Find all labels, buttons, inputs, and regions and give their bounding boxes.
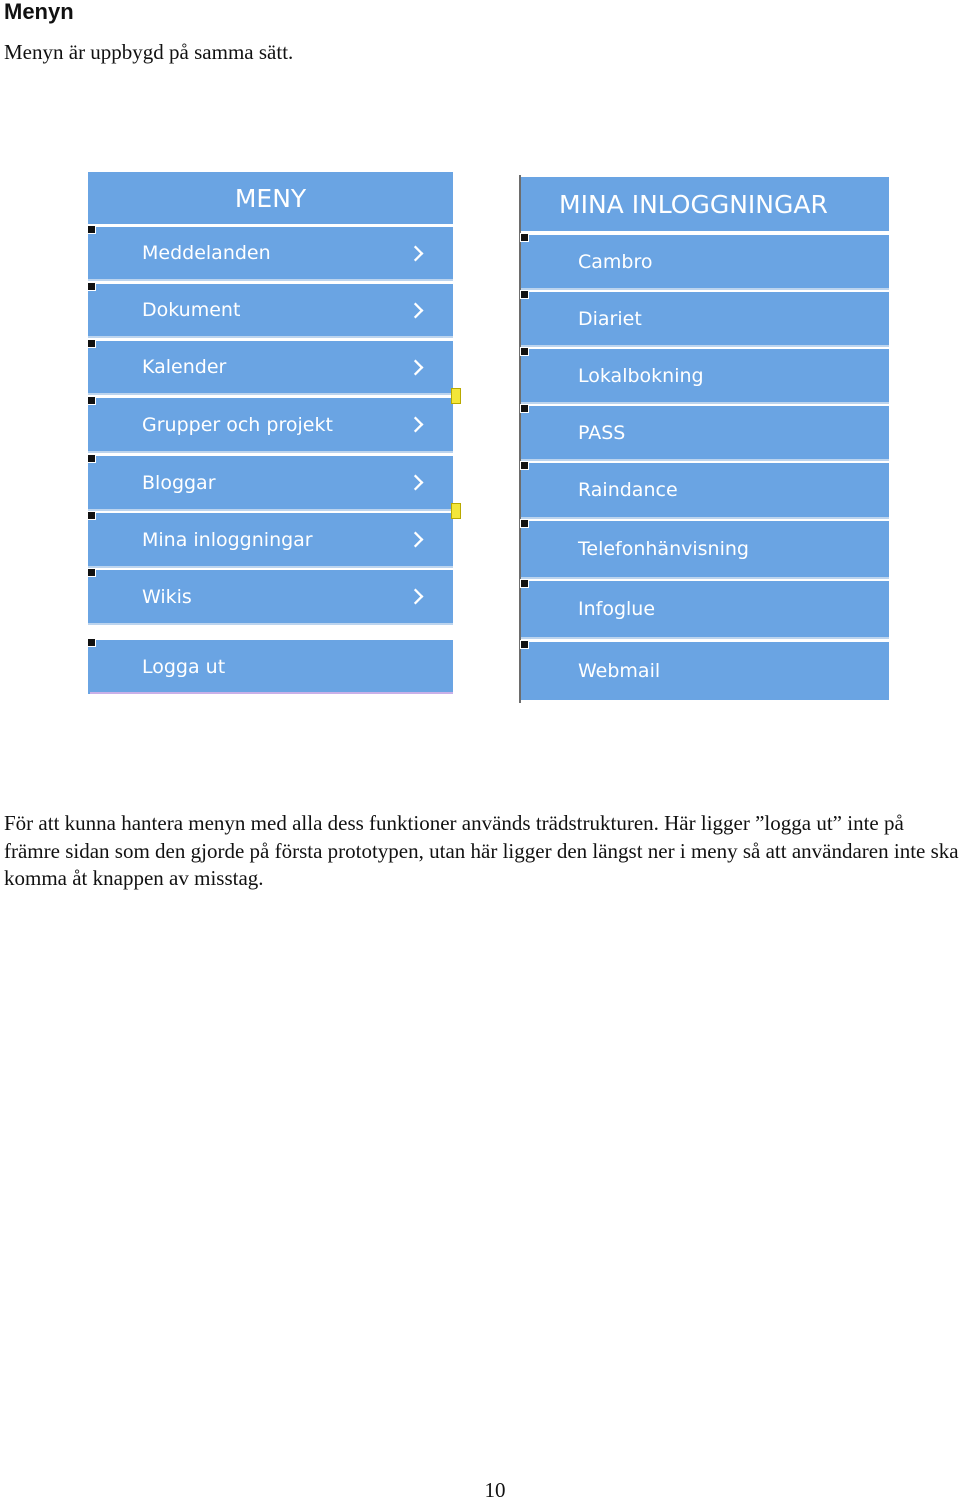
chevron-right-icon <box>408 589 424 605</box>
body-paragraph: För att kunna hantera menyn med alla dess funktioner används trädstrukturen. Här ligger ”logga ut” inte på främre sidan som den gjorde på första prototypen, utan här ligger den längst ner i meny så att användaren inte ska komma åt knappen av misstag. <box>4 811 959 890</box>
login-item-label: PASS <box>578 421 626 444</box>
marker-icon <box>87 511 96 520</box>
login-item-infoglue[interactable] <box>521 581 889 637</box>
login-item-pass[interactable] <box>521 406 889 459</box>
menu-item-label: Bloggar <box>142 471 216 494</box>
login-item-label: Cambro <box>578 250 653 273</box>
logins-panel-title: MINA INLOGGNINGAR <box>521 177 889 231</box>
menu-item-label: Wikis <box>142 585 192 608</box>
logout-label: Logga ut <box>142 656 226 678</box>
marker-icon <box>520 640 529 649</box>
menu-panel-title: MENY <box>88 172 453 224</box>
login-item-label: Webmail <box>578 660 661 682</box>
marker-icon <box>87 638 96 647</box>
marker-icon <box>520 579 529 588</box>
menu-item-kalender[interactable] <box>88 341 453 393</box>
marker-icon <box>87 339 96 348</box>
comment-marker-icon <box>451 503 461 519</box>
menu-item-label: Grupper och projekt <box>142 413 333 436</box>
menu-item-label: Dokument <box>142 299 241 321</box>
marker-icon <box>87 282 96 291</box>
login-item-telefonhanvisning[interactable] <box>521 521 889 577</box>
marker-icon <box>520 519 529 528</box>
marker-icon <box>520 233 529 242</box>
menu-item-grupper-och-projekt[interactable] <box>88 398 453 451</box>
logins-panel <box>519 175 889 703</box>
menu-item-label: Mina inloggningar <box>142 528 313 551</box>
login-item-webmail[interactable] <box>521 642 889 700</box>
login-item-label: Diariet <box>578 307 642 330</box>
marker-icon <box>520 404 529 413</box>
menu-item-mina-inloggningar[interactable] <box>88 513 453 566</box>
logout-underline <box>90 692 453 694</box>
login-item-label: Telefonhänvisning <box>578 538 749 560</box>
logout-button[interactable] <box>88 640 453 694</box>
marker-icon <box>87 396 96 405</box>
comment-marker-icon <box>451 388 461 404</box>
login-item-lokalbokning[interactable] <box>521 349 889 402</box>
intro-text: Menyn är uppbygd på samma sätt. <box>4 40 294 64</box>
menu-item-label: Kalender <box>142 356 227 378</box>
menu-item-wikis[interactable] <box>88 570 453 623</box>
menu-item-label: Meddelanden <box>142 242 271 264</box>
chevron-right-icon <box>408 475 424 491</box>
chevron-right-icon <box>408 417 424 433</box>
menu-item-meddelanden[interactable] <box>88 227 453 279</box>
marker-icon <box>87 225 96 234</box>
login-item-cambro[interactable] <box>521 235 889 288</box>
marker-icon <box>520 461 529 470</box>
login-item-diariet[interactable] <box>521 292 889 345</box>
marker-icon <box>87 454 96 463</box>
chevron-right-icon <box>408 245 424 261</box>
page-number: 10 <box>484 1478 506 1502</box>
marker-icon <box>520 347 529 356</box>
marker-icon <box>87 568 96 577</box>
marker-icon <box>520 290 529 299</box>
login-item-label: Raindance <box>578 479 678 501</box>
menu-panel <box>86 170 453 698</box>
chevron-right-icon <box>408 359 424 375</box>
chevron-right-icon <box>408 302 424 318</box>
menu-item-bloggar[interactable] <box>88 456 453 509</box>
login-item-raindance[interactable] <box>521 463 889 517</box>
login-item-label: Infoglue <box>578 598 656 620</box>
menu-item-dokument[interactable] <box>88 284 453 336</box>
login-item-label: Lokalbokning <box>578 364 704 387</box>
chevron-right-icon <box>408 532 424 548</box>
page-heading: Menyn <box>4 0 74 24</box>
